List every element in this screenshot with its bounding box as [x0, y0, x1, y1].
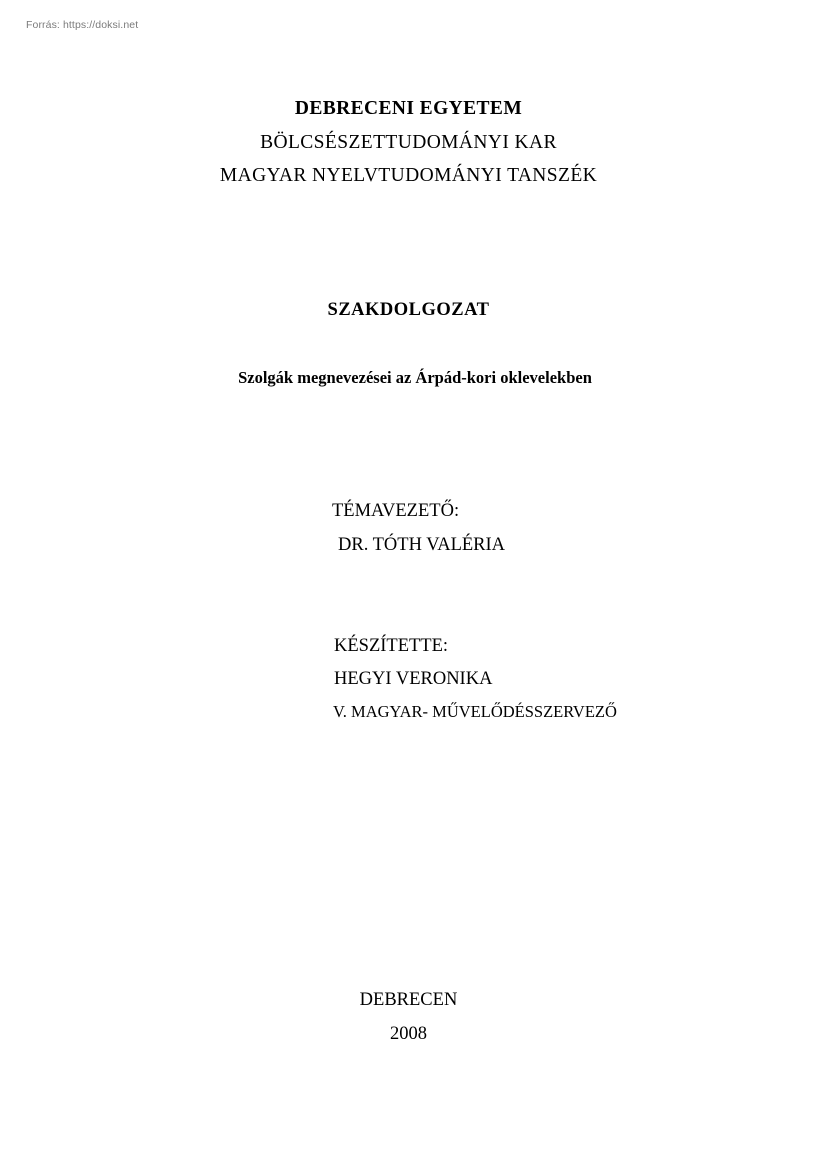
- institution-line-1: DEBRECENI EGYETEM: [294, 98, 523, 119]
- thesis-title: Szolgák megnevezései az Árpád-kori oklevelekben: [238, 368, 592, 387]
- advisor-label: TÉMAVEZETŐ:: [332, 501, 460, 521]
- footer-city: DEBRECEN: [359, 990, 458, 1010]
- source-watermark: Forrás: https://doksi.net: [26, 19, 139, 31]
- author-name: HEGYI VERONIKA: [334, 669, 493, 689]
- document-type-label: SZAKDOLGOZAT: [327, 300, 490, 320]
- author-program: V. MAGYAR- MŰVELŐDÉSSZERVEZŐ: [333, 702, 617, 721]
- advisor-name: DR. TÓTH VALÉRIA: [338, 535, 506, 555]
- author-label: KÉSZÍTETTE:: [334, 636, 449, 656]
- institution-line-2: BÖLCSÉSZETTUDOMÁNYI KAR: [260, 132, 557, 153]
- institution-line-3: MAGYAR NYELVTUDOMÁNYI TANSZÉK: [219, 165, 598, 186]
- footer-year: 2008: [390, 1024, 427, 1044]
